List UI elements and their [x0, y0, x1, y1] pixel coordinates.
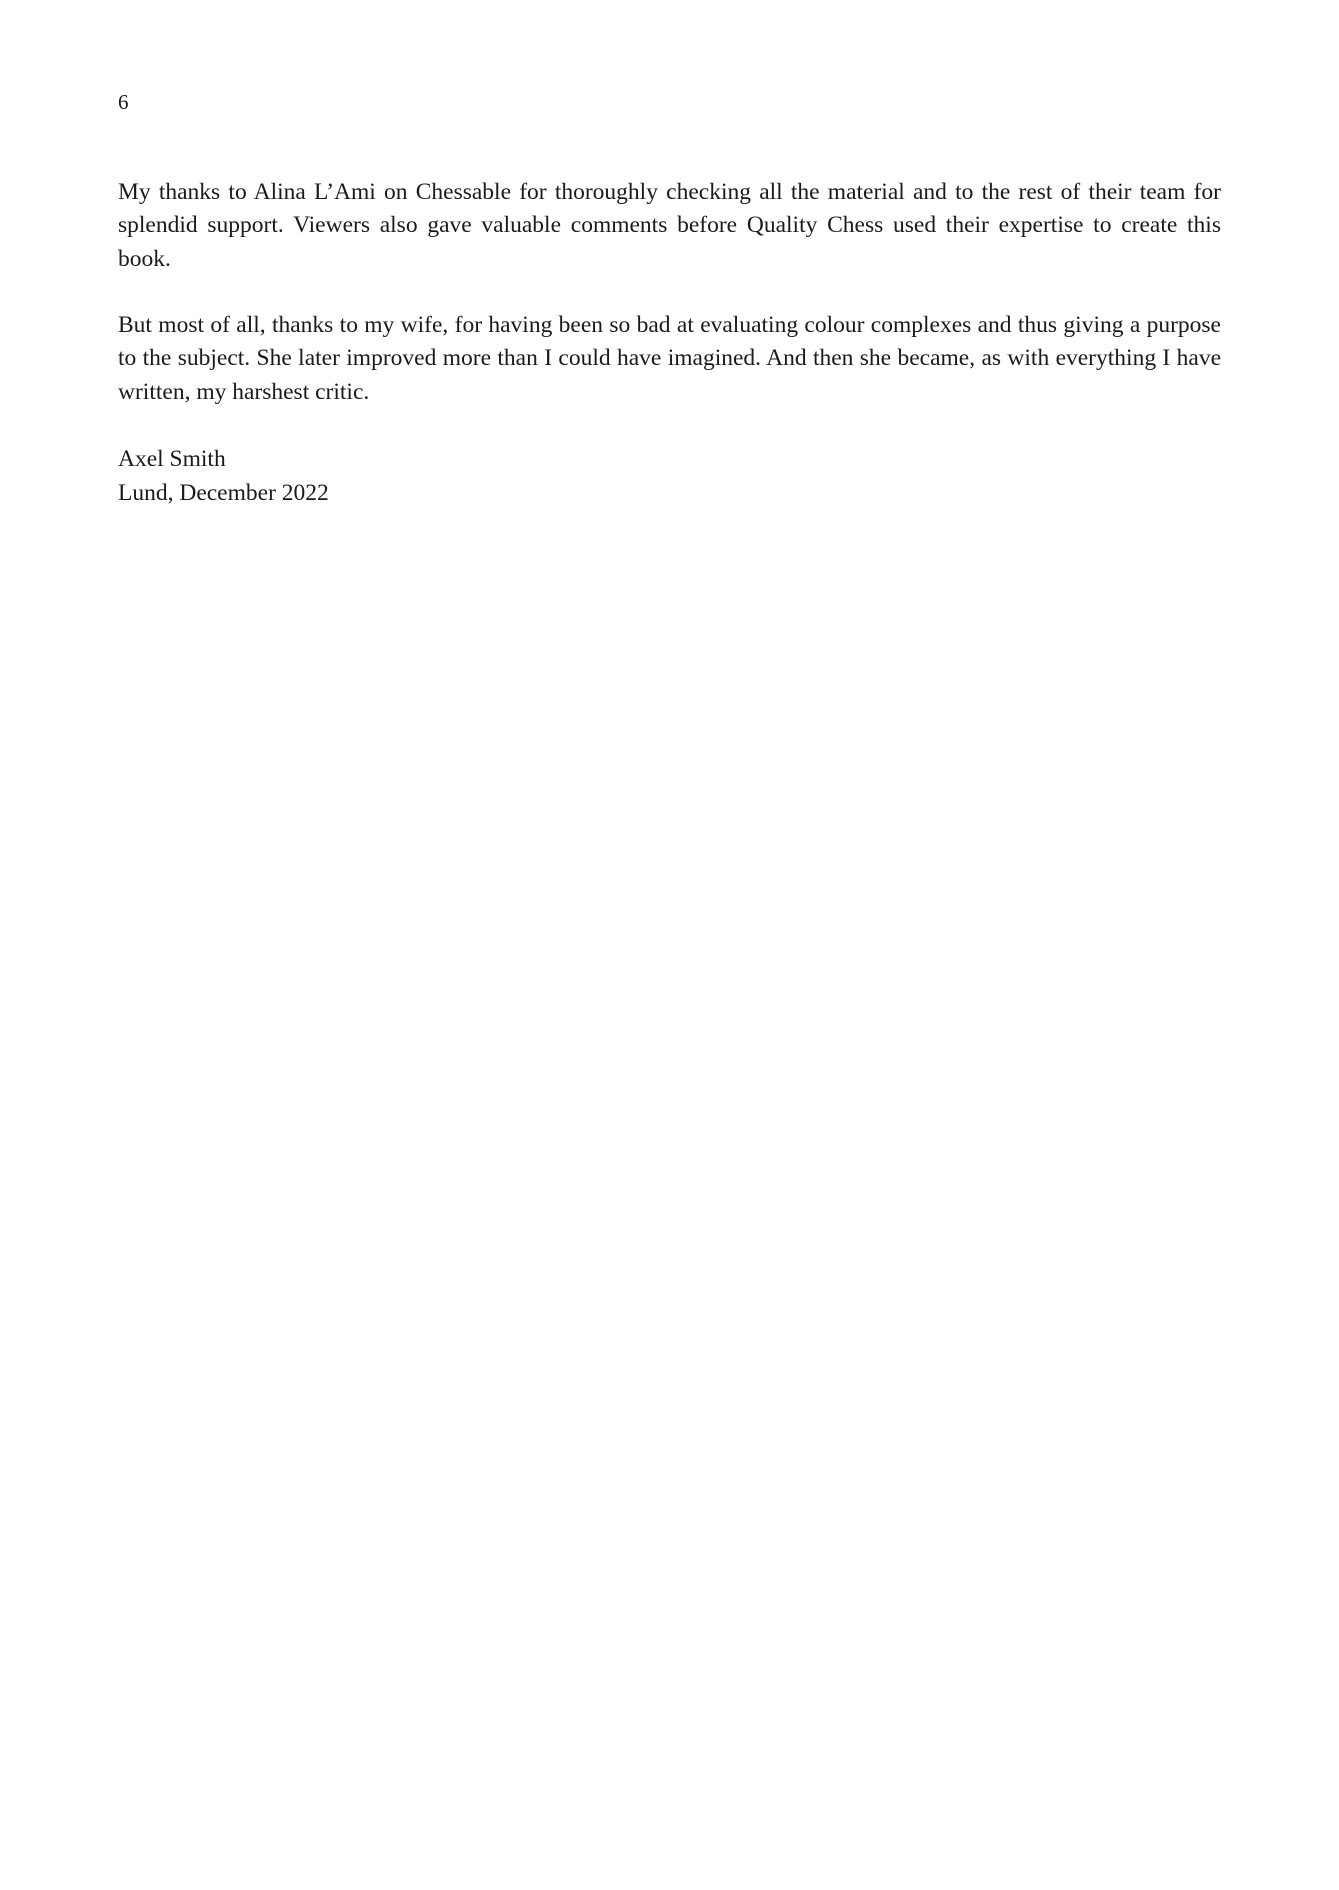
page-content: [118, 176, 1221, 510]
signature-author: Axel Smith: [118, 446, 226, 473]
page-number: 6: [118, 90, 129, 114]
signature-block: [118, 443, 1221, 510]
paragraph-acknowledgements: My thanks to Alina L’Ami on Chessable for thoroughly checking all the material and to the rest of their team for splendid support. Viewers also gave valuable comments before Quality Chess used their expertise to create this book.: [118, 179, 1221, 272]
signature-place-date: Lund, December 2022: [118, 479, 329, 506]
paragraph-wife-thanks: But most of all, thanks to my wife, for having been so bad at evaluating colour complexes and thus giving a purpose to the subject. She later improved more than I could have imagined. And then she became, as with everything I have written, my harshest critic.: [118, 312, 1221, 405]
